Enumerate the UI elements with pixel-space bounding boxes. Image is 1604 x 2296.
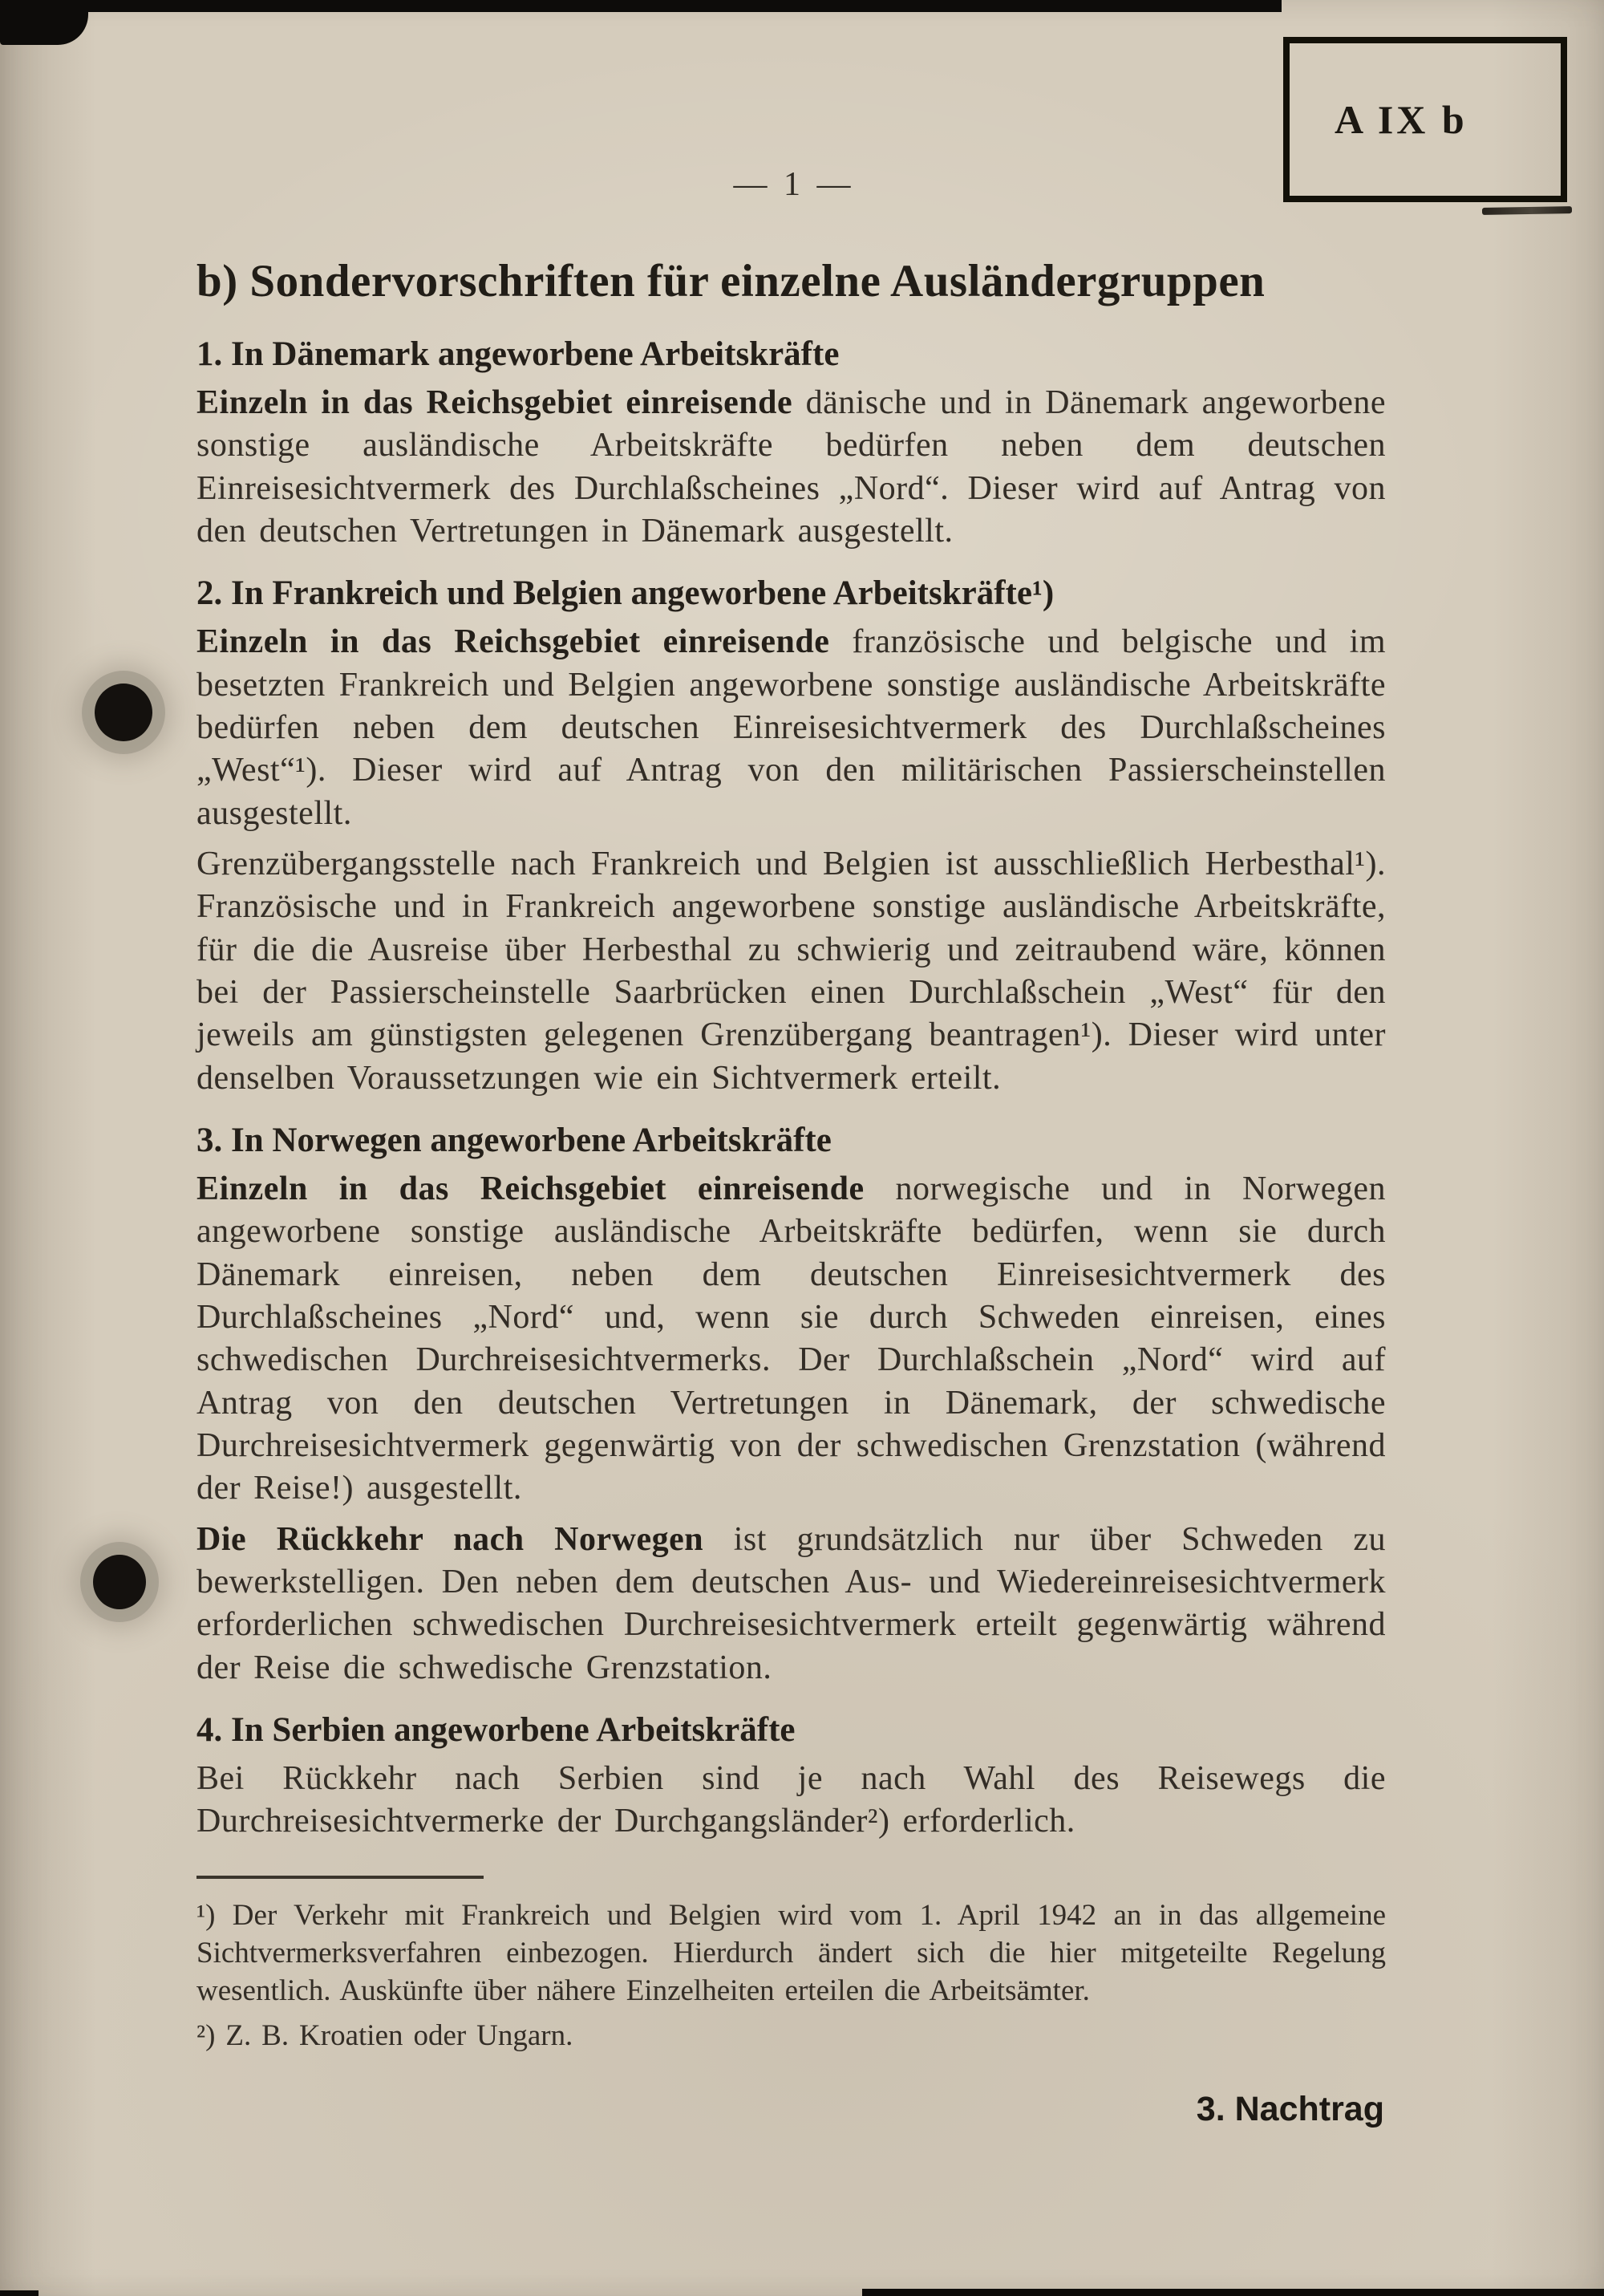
paragraph bbox=[196, 1519, 1386, 1690]
section-heading: 1. In Dänemark angeworbene Arbeitskräfte bbox=[196, 335, 840, 373]
paragraph bbox=[196, 621, 1386, 835]
hole-punch-bottom bbox=[93, 1555, 146, 1609]
scan-edge-bottom-right bbox=[862, 2289, 1604, 2296]
section-heading: 3. In Norwegen angeworbene Arbeitskräfte bbox=[196, 1121, 832, 1159]
footnote-marker: ¹) bbox=[196, 1898, 216, 1932]
paragraph-text: französische und belgische und im besetzten Frankreich und Belgien angeworbene sonstige ausländische Arbeitskräfte bedürfen neben dem deutschen Einreisesichtvermerk des Durchlaßscheines „West“¹). Dieser wird auf Antrag von den militärischen Passierscheinstellen ausgestellt. bbox=[196, 623, 1386, 832]
page-number: — 1 — bbox=[733, 166, 855, 203]
hole-punch-top bbox=[95, 684, 152, 741]
scan-edge-bottom-left bbox=[0, 2290, 38, 2296]
footnote-text: Der Verkehr mit Frankreich und Belgien wird vom 1. April 1942 an in das allgemeine Sichtvermerksverfahren einbezogen. Hierdurch ändert sich die hier mitgeteilte Regelung wesentlich. Auskünfte über nähere Einzelheiten erteilen die Arbeitsämter. bbox=[196, 1898, 1386, 2008]
footnote-text: Z. B. Kroatien oder Ungarn. bbox=[215, 2018, 573, 2052]
supplement-label: 3. Nachtrag bbox=[1196, 2089, 1384, 2128]
paragraph-lead: Die Rückkehr nach Norwegen bbox=[196, 1520, 704, 1558]
footnote-1 bbox=[196, 1896, 1386, 2010]
classification-box bbox=[1283, 37, 1567, 202]
section-norway bbox=[196, 1121, 1386, 1690]
paragraph-text: ist grundsätzlich nur über Schweden zu bewerkstelligen. Den neben dem deutschen Aus- und Wiedereinreisesichtvermerk erforderlichen schwedischen Durchreisesichtvermerk erteilt gegenwärtig während der Reise die schwedische Grenzstation. bbox=[196, 1520, 1386, 1686]
section-heading: 2. In Frankreich und Belgien angeworbene Arbeitskräfte¹) bbox=[196, 574, 1055, 613]
paragraph-text: norwegische und in Norwegen angeworbene sonstige ausländische Arbeitskräfte bedürfen, wenn sie durch Dänemark einreisen, neben dem deutschen Einreisesichtvermerk des Durchlaßscheines „Nord“ und, wenn sie durch Schweden einreisen, eines schwedischen Durchreisesichtvermerks. Der Durchlaßschein „Nord“ wird auf Antrag von den deutschen Vertretungen in Dänemark, der schwedische Durchreisesichtvermerk gegenwärtig von der schwedischen Grenzstation (während der Reise!) ausgestellt. bbox=[196, 1170, 1386, 1507]
section-denmark bbox=[196, 335, 1386, 553]
scan-edge-corner bbox=[0, 0, 88, 45]
paragraph-lead: Einzeln in das Reichsgebiet einreisende bbox=[196, 623, 830, 661]
section-heading: 4. In Serbien angeworbene Arbeitskräfte bbox=[196, 1710, 796, 1749]
document-title: b) Sondervorschriften für einzelne Ausländergruppen bbox=[196, 256, 1266, 306]
section-france-belgium bbox=[196, 574, 1386, 1100]
paragraph-text: dänische und in Dänemark angeworbene sonstige ausländische Arbeitskräfte bedürfen neben dem deutschen Einreisesichtvermerk des Durchlaßscheines „Nord“. Dieser wird auf Antrag von den deutschen Vertretungen in Dänemark ausgestellt. bbox=[196, 384, 1386, 550]
classification-label: A IX b bbox=[1335, 97, 1468, 142]
paragraph-text: Grenzübergangsstelle nach Frankreich und Belgien ist ausschließlich Herbesthal¹). Französische und in Frankreich angeworbene sonstige ausländische Arbeitskräfte, für die die Ausreise über Herbesthal zu schwierig und zeitraubend wäre, können bei der Passierscheinstelle Saarbrücken einen Durchlaßschein „West“ für den jeweils am günstigsten gelegenen Grenzübergang beantragen¹). Dieser wird unter denselben Voraussetzungen wie ein Sichtvermerk erteilt. bbox=[196, 845, 1386, 1097]
footnote-rule bbox=[196, 1876, 484, 1879]
scan-edge-top bbox=[0, 0, 1282, 12]
paragraph-lead: Einzeln in das Reichsgebiet einreisende bbox=[196, 384, 793, 421]
footnote-2 bbox=[196, 2017, 1386, 2055]
paragraph bbox=[196, 382, 1386, 553]
paragraph-lead: Einzeln in das Reichsgebiet einreisende bbox=[196, 1170, 865, 1207]
paragraph bbox=[196, 1168, 1386, 1511]
scan-smudge bbox=[1482, 206, 1572, 215]
document-content bbox=[196, 255, 1386, 2129]
paragraph-text: Bei Rückkehr nach Serbien sind je nach Wahl des Reisewegs die Durchreisesichtvermerke der Durchgangsländer²) erforderlich. bbox=[196, 1759, 1386, 1840]
footnote-marker: ²) bbox=[196, 2018, 216, 2052]
paragraph bbox=[196, 1758, 1386, 1844]
section-serbia bbox=[196, 1710, 1386, 1844]
paragraph bbox=[196, 843, 1386, 1100]
